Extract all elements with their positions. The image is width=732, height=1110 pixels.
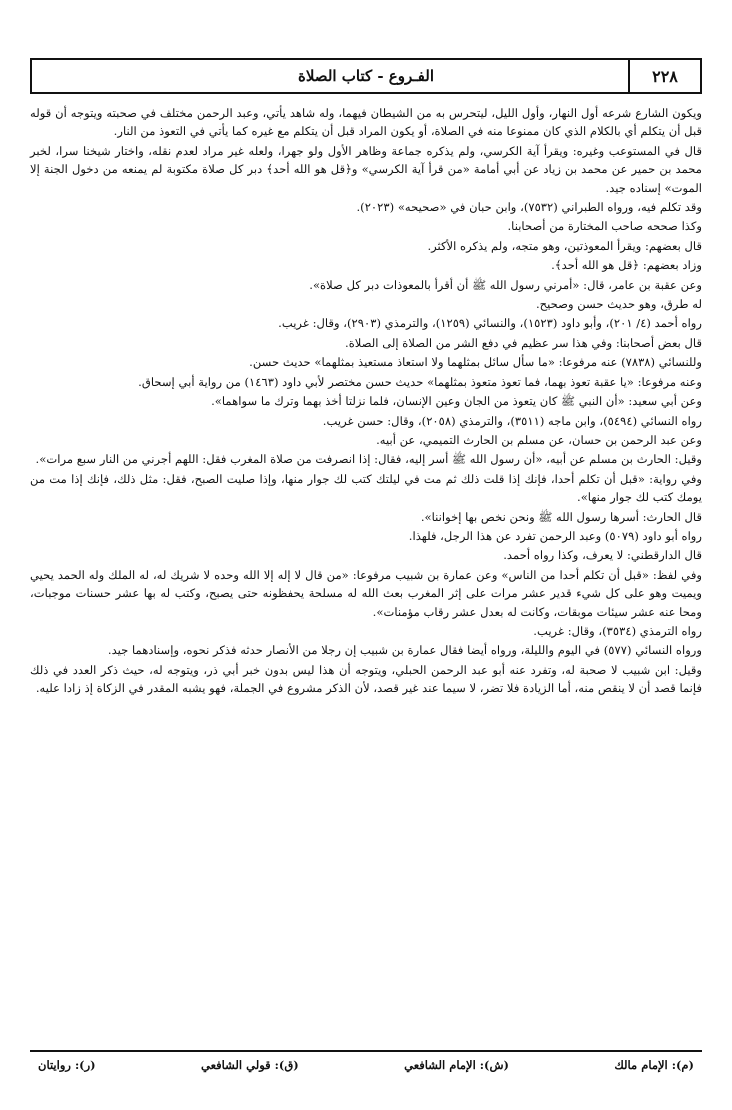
body-text [30,104,702,699]
paragraph: وعن عقبة بن عامر، قال: «أمرني رسول الله ﷺ أن أقرأ بالمعوذات دبر كل صلاة». [309,277,702,292]
paragraph: وقد تكلم فيه، ورواه الطبراني (٧٥٣٢)، وابن حبان في «صحيحه» (٢٠٢٣). [356,200,702,215]
paragraph: رواه الترمذي (٣٥٣٤)، وقال: غريب. [533,623,702,638]
paragraph: وفي لفظ: «قبل أن تكلم أحدا من الناس» وعن عمارة بن شبيب مرفوعا: «من قال لا إله إلا الله وحده لا شريك له، له الملك وله الحمد يحيي ويميت وهو على كل شيء قدير عشر مرات على إثر المغرب بعث الله له مسلحة يحفظونه حتى يصبح، وكتب له بها عشر حسنات موجبات، ومحا عنه عشر سيئات موبقات، وكانت له بعدل عشر رقاب مؤمنات». [30,567,702,619]
paragraph: ويكون الشارع شرعه أول النهار، وأول الليل، ليتحرس به من الشيطان فيهما، وله شاهد يأتي، وعبد الرحمن مختلف في صحبته ويتوجه أن قوله قبل أن يتكلم أي بالكلام الذي كان ممنوعا منه في الصلاة، أو يكون المراد قبل أن يتكلم مع غيره كما يأتي في التعوذ من النار. [30,106,702,139]
page-title: الفـروع - كتاب الصلاة [298,67,434,85]
paragraph: وكذا صححه صاحب المختارة من أصحابنا. [507,219,702,234]
footer-abbr-shafii: (ش): الإمام الشافعي [404,1058,509,1072]
footer-abbr-shafii-opinions: (ق): قولي الشافعي [201,1058,299,1072]
paragraph: قال بعض أصحابنا: وفي هذا سر عظيم في دفع الشر من الصلاة إلى الصلاة. [345,335,702,350]
page-header [30,58,702,94]
paragraph: رواه أبو داود (٥٠٧٩) وعبد الرحمن تفرد عن هذا الرجل، فلهذا. [408,528,702,543]
paragraph: رواه النسائي (٥٤٩٤)، وابن ماجه (٣٥١١)، والترمذي (٢٠٥٨)، وقال: حسن غريب. [322,413,702,428]
paragraph: وعن أبي سعيد: «أن النبي ﷺ كان يتعوذ من الجان وعين الإنسان، فلما نزلتا أخذ بهما وترك ما سواهما». [211,394,702,409]
page [30,58,702,1098]
paragraph: وزاد بعضهم: ﴿قل هو الله أحد﴾. [551,258,702,273]
paragraph: قال الدارقطني: لا يعرف، وكذا رواه أحمد. [503,548,702,563]
footer-divider [30,1050,702,1052]
paragraph: قال بعضهم: ويقرأ المعوذتين، وهو متجه، ولم يذكره الأكثر. [427,238,702,253]
page-number: ٢٢٨ [628,60,700,92]
paragraph: وللنسائي (٧٨٣٨) عنه مرفوعا: «ما سأل سائل بمثلهما ولا استعاذ مستعيذ بمثلهما» حديث حسن. [249,355,702,370]
paragraph: وفي رواية: «قبل أن تكلم أحدا، فإنك إذا قلت ذلك ثم مت في ليلتك كتب لك جوار منها، وإذا صليت الصبح، فقل: مثل ذلك، فإنك إذا مت من يومك كتب لك جوار منها». [30,471,702,505]
paragraph: وعنه مرفوعا: «يا عقبة تعوذ بهما، فما تعوذ متعوذ بمثلهما» حديث حسن مختصر لأبي داود (١٤٦٣) من رواية أبي إسحاق. [138,374,702,389]
paragraph: رواه أحمد (٤/ ٢٠١)، وأبو داود (١٥٢٣)، والنسائي (١٢٥٩)، والترمذي (٢٩٠٣)، وقال: غريب. [278,316,702,331]
footer-abbreviations [30,1058,702,1072]
paragraph: قال في المستوعب وغيره: ويقرأ آية الكرسي، ولم يذكره جماعة وظاهر الأول ولو جهرا، ولعله غير مراد لعدم نقله، واختار شيخنا سرا، لخبر محمد بن حمير عن محمد بن زياد عن أبي أمامة «من قرأ آية الكرسي» و﴿قل هو الله أحد﴾ دبر كل صلاة مكتوبة لم يمنعه من دخول الجنة إلا الموت» إسناده جيد. [30,143,702,195]
paragraph: قال الحارث: أسرها رسول الله ﷺ ونحن نخص بها إخواننا». [420,509,702,524]
footer-abbr-malik: (م): الإمام مالك [614,1058,694,1072]
paragraph: ورواه النسائي (٥٧٧) في اليوم والليلة، ورواه أيضا فقال عمارة بن شبيب إن رجلا من الأنصار حدثه فذكر نحوه، وإسنادهما جيد. [107,643,702,658]
paragraph: وقيل: الحارث بن مسلم عن أبيه، «أن رسول الله ﷺ أسر إليه، فقال: إذا انصرفت من صلاة المغرب فقل: اللهم أجرني من النار سبع مرات». [35,452,702,467]
paragraph: وقيل: ابن شبيب لا صحبة له، وتفرد عنه أبو عبد الرحمن الحبلي، ويتوجه أن هذا ليس بدون خبر أبي ذر، ويتوجه له، حيث ذكر العدد في ذلك فإنما قصد أن لا ينقص منه، أما الزيادة فلا تضر، لا سيما عند غير قصد، لأن الذكر مشروع في الجملة، فهو يشبه المقدر في الزكاة إذ زادا عليه. [30,662,702,696]
footer-abbr-two-narrations: (ر): روايتان [38,1058,96,1072]
paragraph: له طرق، وهو حديث حسن وصحيح. [535,297,702,312]
paragraph: وعن عبد الرحمن بن حسان، عن مسلم بن الحارث التميمي، عن أبيه. [376,432,702,447]
